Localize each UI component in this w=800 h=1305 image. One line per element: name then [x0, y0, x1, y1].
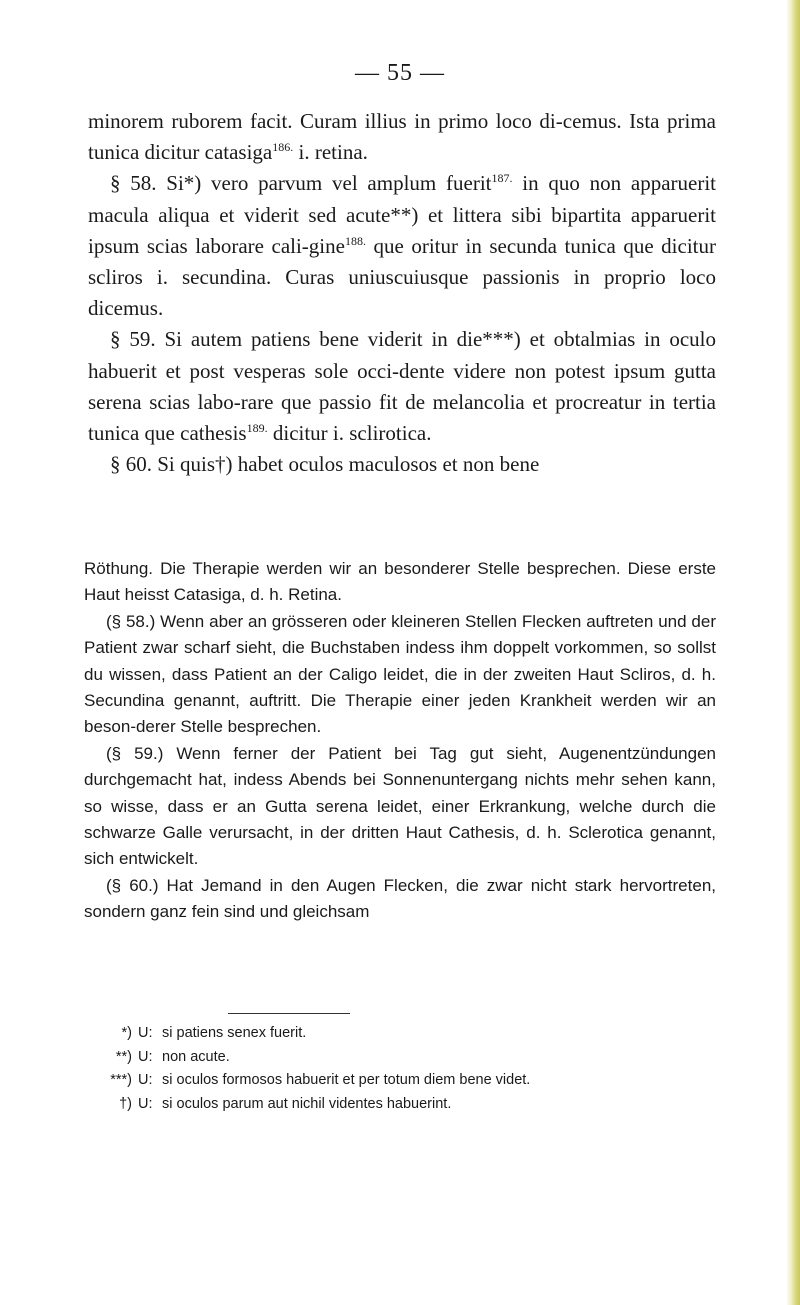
- footnote-text: si patiens senex fuerit.: [162, 1025, 307, 1041]
- german-paragraph-1: Röthung. Die Therapie werden wir an besonderer Stelle besprechen. Diese erste Haut heisst Catasiga, d. h. Retina.: [84, 559, 716, 605]
- reference-189: 189.: [246, 421, 268, 436]
- footnote-divider: [228, 1013, 350, 1014]
- footnote-mark: ***): [110, 1072, 132, 1088]
- footnote-text: non acute.: [162, 1048, 230, 1065]
- latin-paragraph-59: § 59. Si autem patiens bene viderit in die***) et obtalmias in oculo habuerit et post vesperas sole occi-dente videre non potest ipsum gutta serena scias labo-rare que passio fit de melancolia et procreatur in tertia tunica que cathesis$^{189.}$ dicitur i. sclirotica.: [88, 327, 716, 446]
- footnote: [88, 1046, 728, 1070]
- footnote-source: U:: [138, 1025, 153, 1041]
- footnote-text: si oculos formosos habuerit et per totum diem bene videt.: [162, 1072, 531, 1088]
- latin-text: [88, 106, 716, 480]
- footnote: [88, 1069, 728, 1093]
- footnotes: [88, 1022, 728, 1116]
- page-edge: [786, 0, 800, 1305]
- latin-paragraph-58: § 58. Si*) vero parvum vel amplum fuerit$^{187.}$ in quo non apparuerit macula aliqua et viderit sed acute**) et littera sibi bipartita apparuerit ipsum scias laborare cali-gine$^{188.}$ que oritur in secunda tunica que dicitur scliros i. secundina. Curas uniuscuiusque passionis in proprio loco dicemus.: [88, 171, 716, 321]
- footnote: [88, 1093, 728, 1117]
- footnote: [88, 1022, 728, 1046]
- reference-187: 187.: [491, 171, 513, 186]
- reference-186: 186.: [272, 140, 294, 155]
- german-paragraph-59: (§ 59.) Wenn ferner der Patient bei Tag gut sieht, Augenentzündungen durchgemacht hat, indess Abends bei Sonnenuntergang nichts mehr sehen kann, so wisse, dass er an Gutta serena leidet, einer Erkrankung, welche durch die schwarze Galle verursacht, in der dritten Haut Cathesis, d. h. Sclerotica genannt, sich entwickelt.: [84, 743, 716, 869]
- footnote-source: U:: [138, 1048, 153, 1065]
- footnote-mark: †): [119, 1095, 132, 1112]
- footnote-text: si oculos parum aut nichil videntes habuerint.: [162, 1095, 452, 1112]
- page-number: — 55 —: [355, 60, 445, 86]
- footnote-mark: **): [115, 1048, 132, 1065]
- footnote-source: U:: [138, 1095, 153, 1112]
- latin-paragraph-1: minorem ruborem facit. Curam illius in primo loco di-cemus. Ista prima tunica dicitur catasiga$^{186.}$ i. retina.: [88, 109, 716, 165]
- footnote-source: U:: [138, 1072, 153, 1088]
- reference-188: 188.: [344, 233, 366, 248]
- footnote-mark: *): [121, 1025, 132, 1041]
- latin-paragraph-60: § 60. Si quis†) habet oculos maculosos et non bene: [110, 452, 540, 477]
- german-paragraph-60: (§ 60.) Hat Jemand in den Augen Flecken, die zwar nicht stark hervortreten, sondern ganz fein sind und gleichsam: [84, 875, 716, 922]
- german-paragraph-58: (§ 58.) Wenn aber an grösseren oder kleineren Stellen Flecken auftreten und der Patient zwar scharf sieht, die Buchstaben indess ihm doppelt vorkommen, so sollst du wissen, dass Patient an der Caligo leidet, die in der zweiten Haut Scliros, d. h. Secundina genannt, auftritt. Die Therapie einer jeden Krankheit werden wir an beson-derer Stelle besprechen.: [84, 611, 716, 737]
- german-translation: [84, 556, 716, 926]
